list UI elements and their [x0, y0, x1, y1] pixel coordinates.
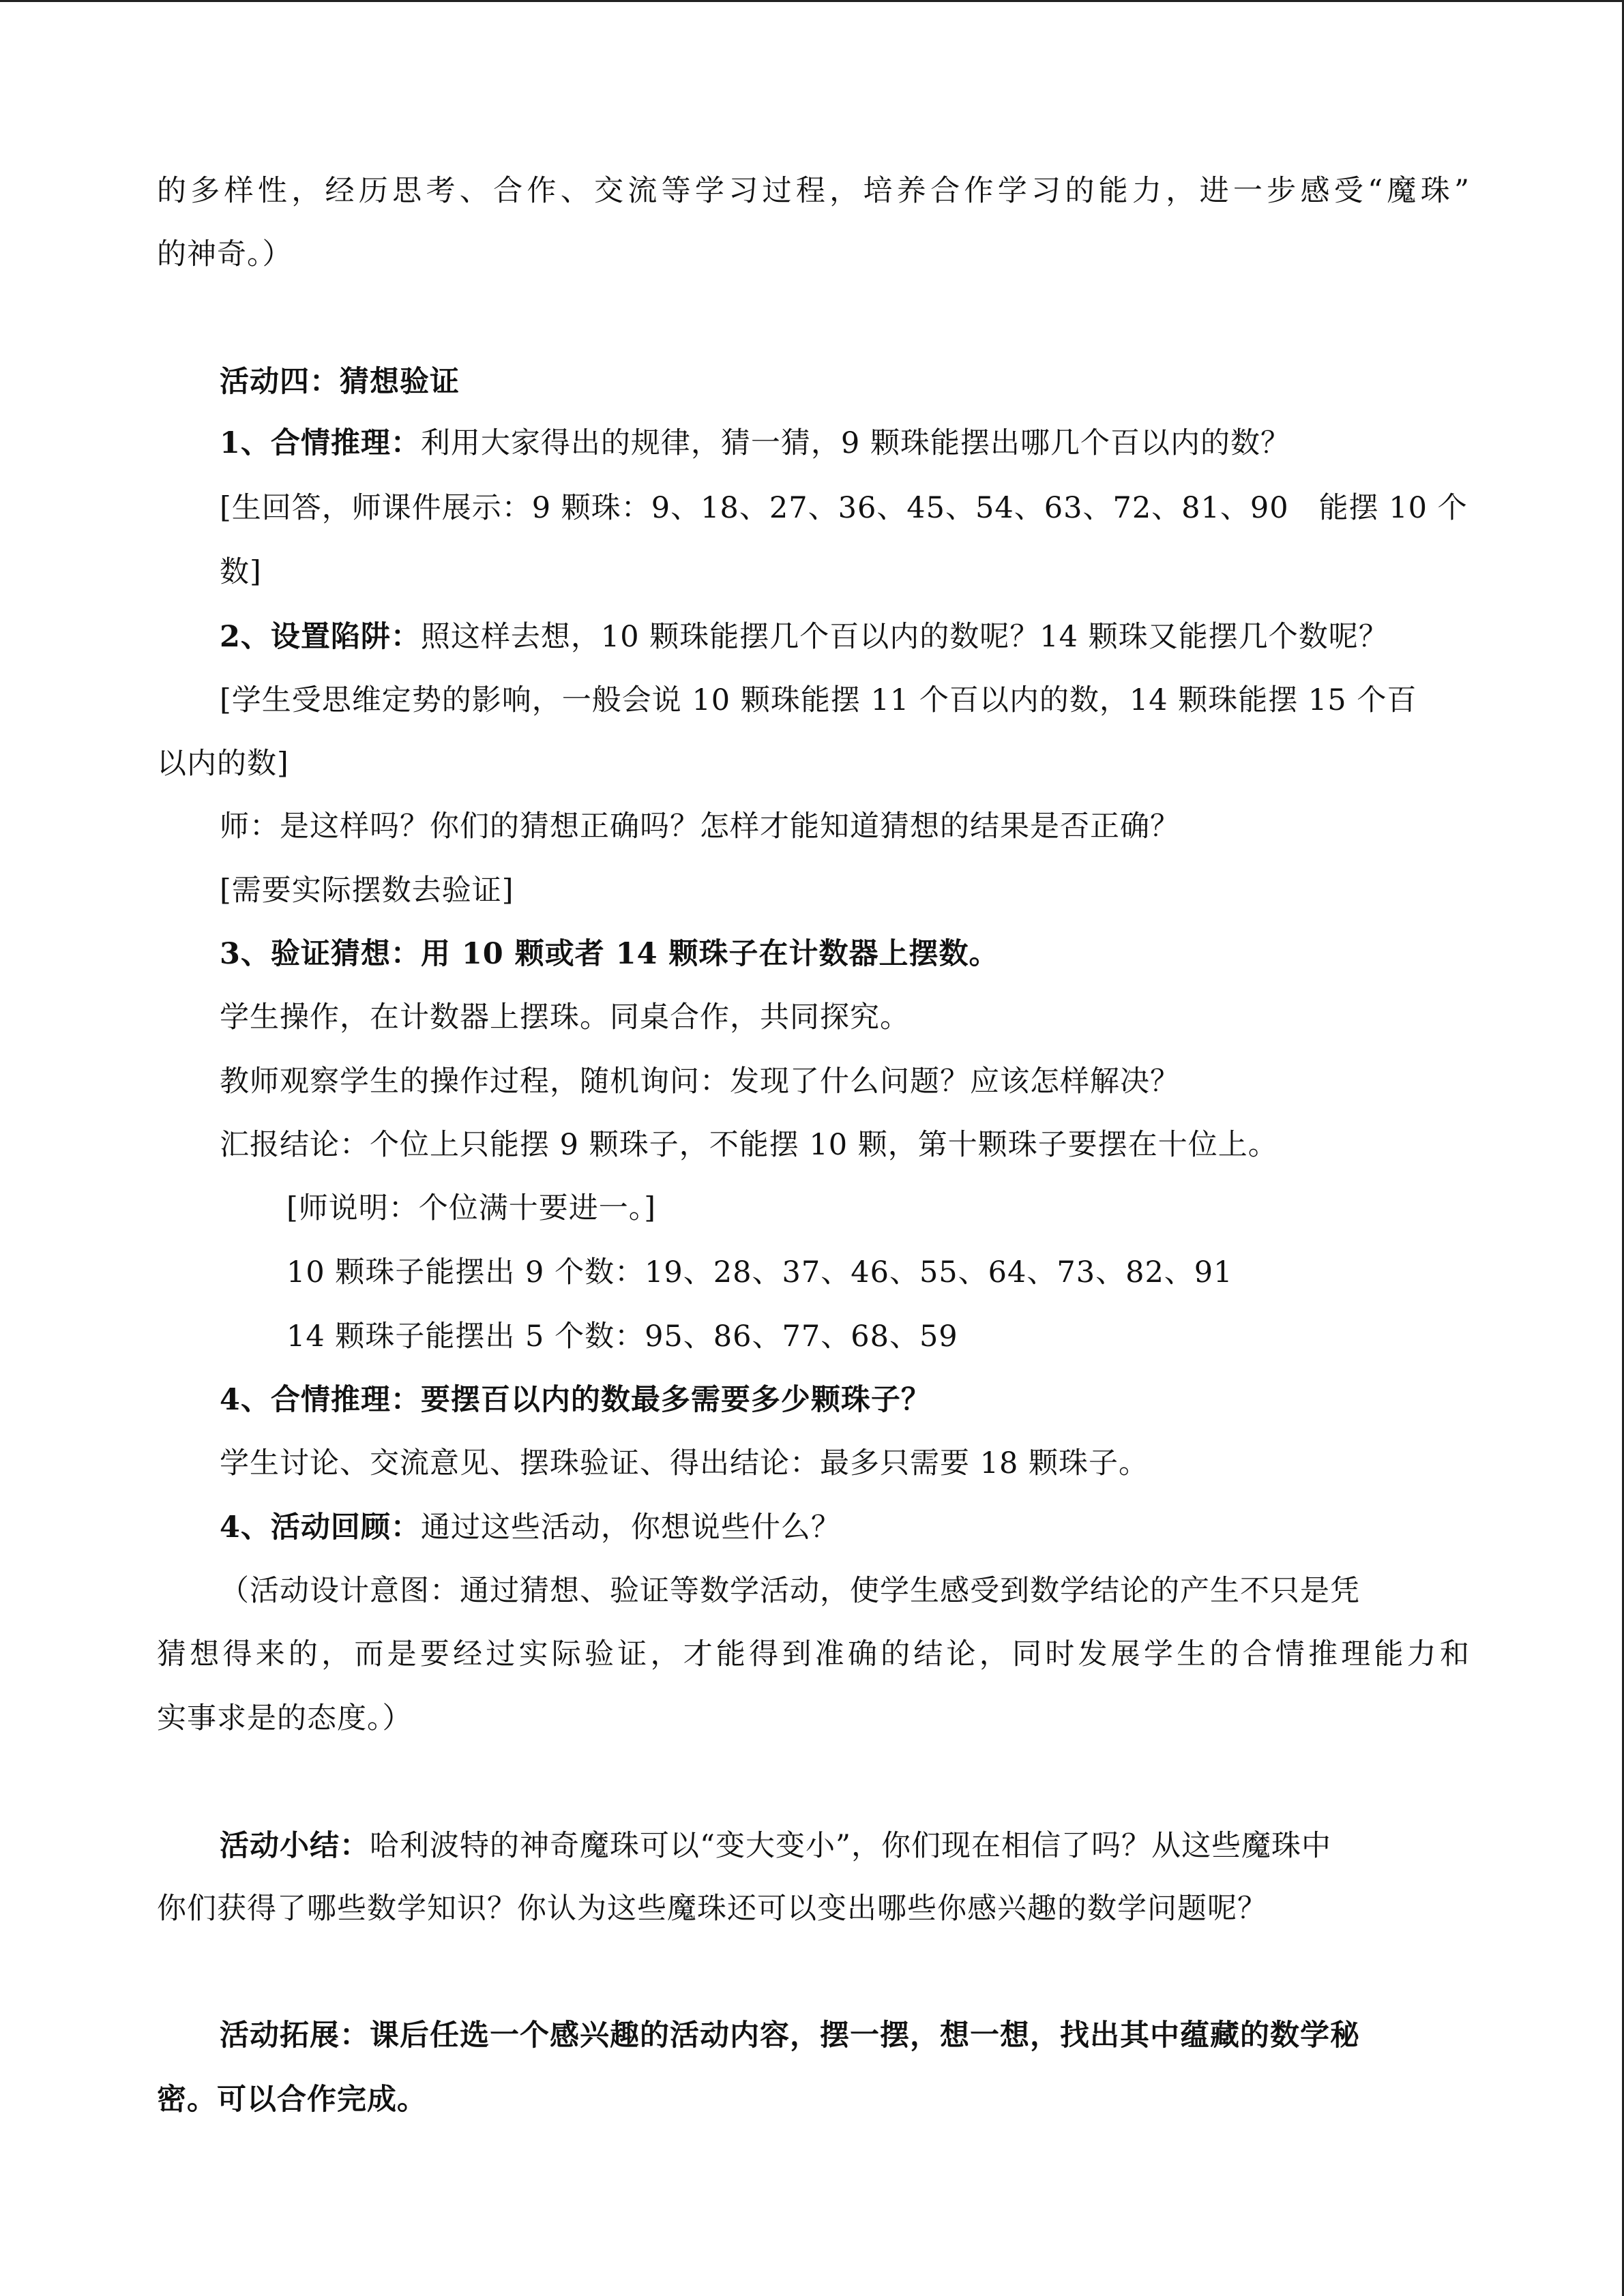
intent-paragraph-line: 的神奇。）	[157, 237, 293, 271]
step-2-line	[220, 616, 1389, 657]
answer-line: 数]	[220, 555, 262, 589]
result-line: 10 颗珠子能摆出 9 个数：19、28、37、46、55、64、73、82、91	[286, 1255, 1233, 1289]
note-line: 以内的数]	[157, 747, 289, 781]
body-line: 学生操作，在计数器上摆珠。同桌合作，共同探究。	[220, 1000, 910, 1034]
intent-paragraph-line: 实事求是的态度。）	[157, 1701, 413, 1735]
note-line: [师说明：个位满十要进一。]	[286, 1191, 657, 1225]
intent-paragraph-line: 的多样性，经历思考、合作、交流等学习过程，培养合作学习的能力，进一步感受“魔珠”	[157, 174, 1470, 208]
step-1-line	[220, 423, 1290, 464]
body-line: 汇报结论：个位上只能摆 9 颗珠子，不能摆 10 颗，第十颗珠子要摆在十位上。	[220, 1128, 1278, 1162]
body-line: 教师观察学生的操作过程，随机询问：发现了什么问题？应该怎样解决？	[220, 1064, 1180, 1099]
step-label: 2、设置陷阱：	[220, 620, 421, 654]
result-line: 14 颗珠子能摆出 5 个数：95、86、77、68、59	[286, 1320, 958, 1354]
summary-label: 活动小结：	[220, 1829, 370, 1863]
step-text: 利用大家得出的规律，猜一猜，9 颗珠能摆出哪几个百以内的数？	[420, 426, 1290, 460]
step-label: 4、活动回顾：	[220, 1510, 421, 1545]
review-line	[220, 1507, 841, 1548]
extension-line: 活动拓展：课后任选一个感兴趣的活动内容，摆一摆，想一想，找出其中蕴藏的数学秘	[220, 2018, 1360, 2053]
note-line: [需要实际摆数去验证]	[220, 874, 514, 908]
body-line: 学生讨论、交流意见、摆珠验证、得出结论：最多只需要 18 颗珠子。	[220, 1446, 1149, 1480]
summary-text: 哈利波特的神奇魔珠可以“变大变小”，你们现在相信了吗？从这些魔珠中	[370, 1829, 1331, 1863]
answer-line: [生回答，师课件展示：9 颗珠：9、18、27、36、45、54、63、72、81、90 能摆 10 个	[220, 491, 1468, 525]
note-line: [学生受思维定势的影响，一般会说 10 颗珠能摆 11 个百以内的数，14 颗珠能摆 15 个百	[220, 683, 1417, 717]
summary-line: 你们获得了哪些数学知识？你认为这些魔珠还可以变出哪些你感兴趣的数学问题呢？	[157, 1892, 1267, 1926]
step-4-heading: 4、合情推理：要摆百以内的数最多需要多少颗珠子？	[220, 1383, 931, 1417]
teacher-question: 师：是这样吗？你们的猜想正确吗？怎样才能知道猜想的结果是否正确？	[220, 809, 1180, 844]
intent-paragraph-line: 猜想得来的，而是要经过实际验证，才能得到准确的结论，同时发展学生的合情推理能力和	[157, 1637, 1470, 1671]
summary-line	[220, 1825, 1331, 1866]
section-heading: 活动四：猜想验证	[220, 365, 460, 399]
step-label: 1、合情推理：	[220, 426, 421, 460]
step-3-heading: 3、验证猜想：用 10 颗或者 14 颗珠子在计数器上摆数。	[220, 937, 999, 971]
extension-line: 密。可以合作完成。	[157, 2083, 427, 2117]
intent-paragraph-line: （活动设计意图：通过猜想、验证等数学活动，使学生感受到数学结论的产生不只是凭	[220, 1574, 1360, 1608]
step-text: 通过这些活动，你想说些什么？	[420, 1510, 841, 1545]
step-text: 照这样去想，10 颗珠能摆几个百以内的数呢？14 颗珠又能摆几个数呢？	[420, 620, 1389, 654]
